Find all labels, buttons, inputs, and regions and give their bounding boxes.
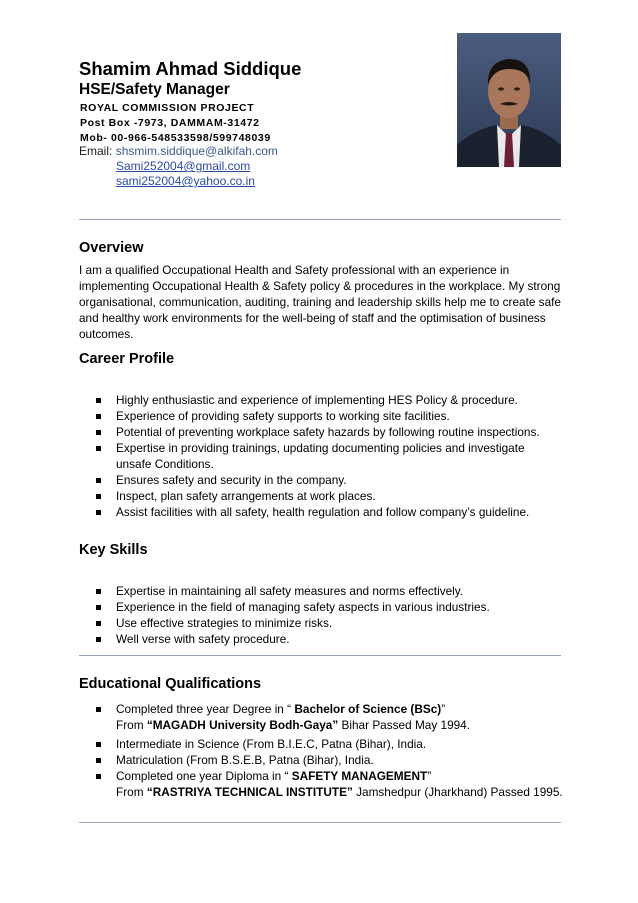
bullet-icon — [96, 510, 101, 515]
bullet-icon — [96, 589, 101, 594]
list-item-continuation: From “MAGADH University Bodh-Gaya” Bihar Passed May 1994. — [116, 718, 471, 732]
bullet-icon — [96, 478, 101, 483]
education-heading: Educational Qualifications — [79, 676, 262, 692]
candidate-name: Shamim Ahmad Siddique — [79, 58, 302, 79]
bullet-icon — [96, 758, 101, 763]
bullet-icon — [96, 637, 101, 642]
post-box-line: Post Box -7973, DAMMAM-31472 — [80, 117, 260, 129]
overview-heading: Overview — [79, 240, 144, 256]
job-title: HSE/Safety Manager — [79, 81, 230, 98]
skills-heading: Key Skills — [79, 542, 148, 558]
list-item-continuation: unsafe Conditions. — [116, 457, 214, 471]
divider — [79, 219, 561, 220]
project-line: ROYAL COMMISSION PROJECT — [80, 102, 255, 114]
list-item-continuation: From “RASTRIYA TECHNICAL INSTITUTE” Jamshedpur (Jharkhand) Passed 1995. — [116, 785, 563, 799]
bullet-icon — [96, 414, 101, 419]
career-heading: Career Profile — [79, 351, 175, 367]
email-link-gmail[interactable]: Sami252004@gmail.com — [116, 159, 251, 173]
overview-line: I am a qualified Occupational Health and Safety professional with an experience in — [79, 263, 510, 277]
bullet-icon — [96, 446, 101, 451]
bullet-icon — [96, 774, 101, 779]
divider — [79, 655, 561, 656]
overview-line: implementing Occupational Health & Safety policy & procedures in the workplace. My strong — [79, 279, 561, 293]
overview-paragraph — [79, 262, 563, 342]
profile-photo — [457, 33, 561, 167]
bullet-icon — [96, 494, 101, 499]
bullet-icon — [96, 707, 101, 712]
bullet-icon — [96, 742, 101, 747]
overview-line: and healthy work environments for the well-being of staff and the optimisation of business — [79, 311, 546, 325]
email-label: Email: — [79, 144, 113, 158]
bullet-icon — [96, 605, 101, 610]
divider — [79, 822, 561, 823]
bullet-icon — [96, 398, 101, 403]
email-row — [79, 144, 278, 158]
email-link-yahoo[interactable]: sami252004@yahoo.co.in — [116, 174, 255, 188]
overview-line: organisational, communication, auditing, training and leadership skills help me to create safe — [79, 295, 561, 309]
bullet-icon — [96, 621, 101, 626]
overview-line: outcomes. — [79, 327, 134, 341]
mobile-line: Mob- 00-966-548533598/599748039 — [80, 132, 271, 144]
email-primary: shsmim.siddique@alkifah.com — [115, 144, 278, 158]
bullet-icon — [96, 430, 101, 435]
